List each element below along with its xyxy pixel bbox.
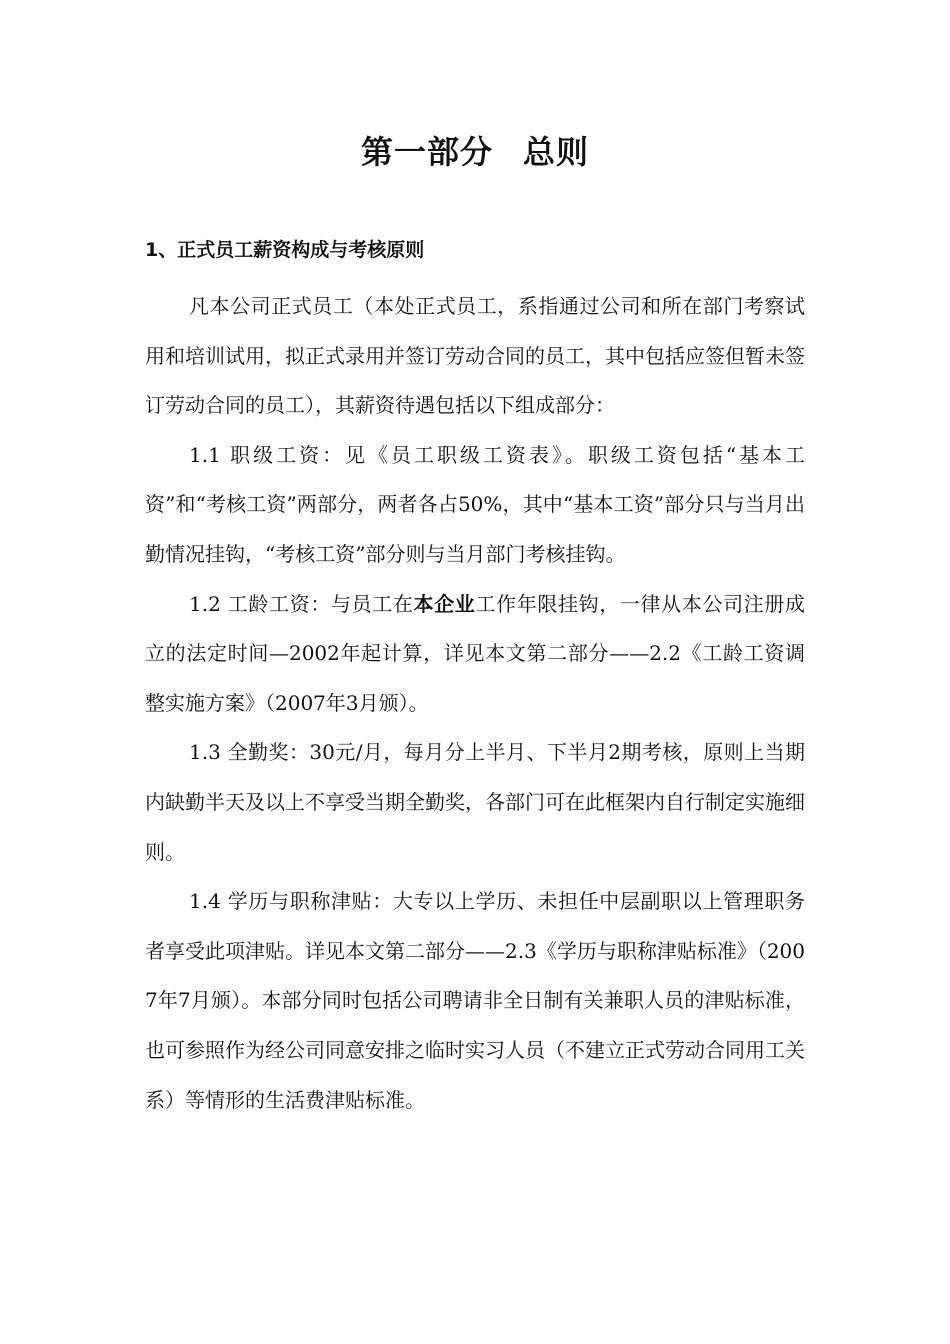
title-part-2: 总则	[523, 133, 590, 171]
title-part-1: 第一部分	[360, 133, 493, 171]
paragraph-1-4: 1.4 学历与职称津贴：大专以上学历、未担任中层副职以上管理职务者享受此项津贴。详见本文第二部分——2.3《学历与职称津贴标准》（2007年7月颁）。本部分同时包括公司聘请非全日制有关兼职人员的津贴标准，也可参照作为经公司同意安排之临时实习人员（不建立正式劳动合同用工关系）等情形的生活费津贴标准。	[145, 889, 805, 1112]
paragraph-1-2-emphasis: 本企业	[413, 591, 476, 616]
page-title	[0, 128, 950, 176]
paragraph-1-2-start: 1.2 工龄工资：与员工在	[189, 591, 414, 616]
section-heading: 1、正式员工薪资构成与考核原则	[145, 239, 425, 261]
paragraph-1-2-end: 工作年限挂钩，一律从本公司注册成立的法定时间—2002年起计算，详见本文第二部分——2.2《工龄工资调整实施方案》（2007年3月颁）。	[145, 591, 806, 715]
document-body	[145, 282, 805, 1125]
paragraph-1-1: 1.1 职级工资：见《员工职级工资表》。职级工资包括“基本工资”和“考核工资”两部分，两者各占50%，其中“基本工资”部分只与当月出勤情况挂钩，“考核工资”部分则与当月部门考核挂钩。	[145, 442, 805, 566]
paragraph-1-2	[145, 580, 805, 729]
paragraph-1-3: 1.3 全勤奖：30元/月，每月分上半月、下半月2期考核，原则上当期内缺勤半天及以上不享受当期全勤奖，各部门可在此框架内自行制定实施细则。	[145, 740, 805, 864]
intro-paragraph: 凡本公司正式员工（本处正式员工，系指通过公司和所在部门考察试用和培训试用，拟正式录用并签订劳动合同的员工，其中包括应签但暂未签订劳动合同的员工），其薪资待遇包括以下组成部分：	[145, 294, 805, 418]
